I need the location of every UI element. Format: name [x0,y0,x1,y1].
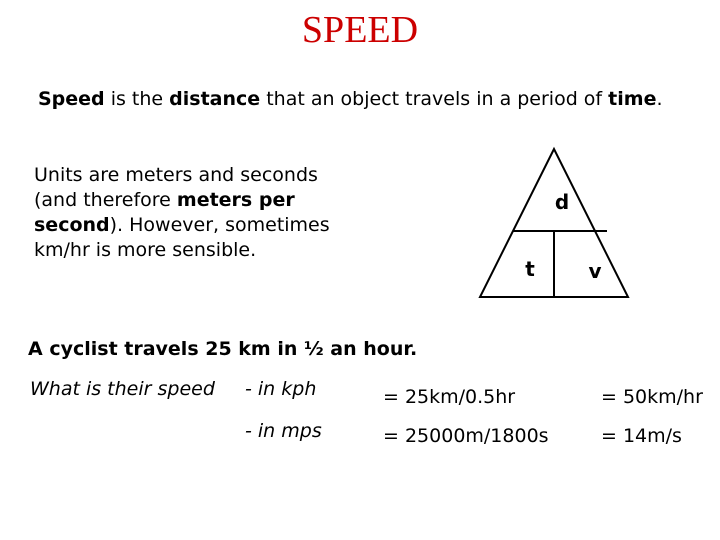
units-paragraph [34,163,344,263]
page-title: SPEED [301,9,419,51]
question-text: What is their speed [30,378,215,400]
units-text-2: ). However, sometimes km/hr is more sensible. [34,214,330,261]
speed-definition [38,88,663,110]
dtv-triangle [472,145,652,301]
definition-text-1: is the [104,88,170,110]
term-distance: distance [169,88,261,110]
row-kph-calc: = 25km/0.5hr [383,386,516,408]
definition-text-3: . [656,88,663,110]
row-mps-calc: = 25000m/1800s [383,425,549,447]
row-kph-label: - in kph [245,378,317,400]
triangle-label-t: t [525,257,535,281]
units-text-1: Units are meters and seconds (and therefore [34,164,318,211]
triangle-label-v: v [588,259,602,283]
term-speed: Speed [38,88,105,110]
triangle-label-d: d [554,190,570,214]
row-mps-result: = 14m/s [601,425,682,447]
term-time: time [608,88,657,110]
definition-text-2: that an object travels in a period of [260,88,609,110]
problem-statement: A cyclist travels 25 km in ½ an hour. [28,338,418,360]
units-bold: meters per second [34,189,295,236]
row-mps-label: - in mps [245,420,322,442]
row-kph-result: = 50km/hr [601,386,703,408]
